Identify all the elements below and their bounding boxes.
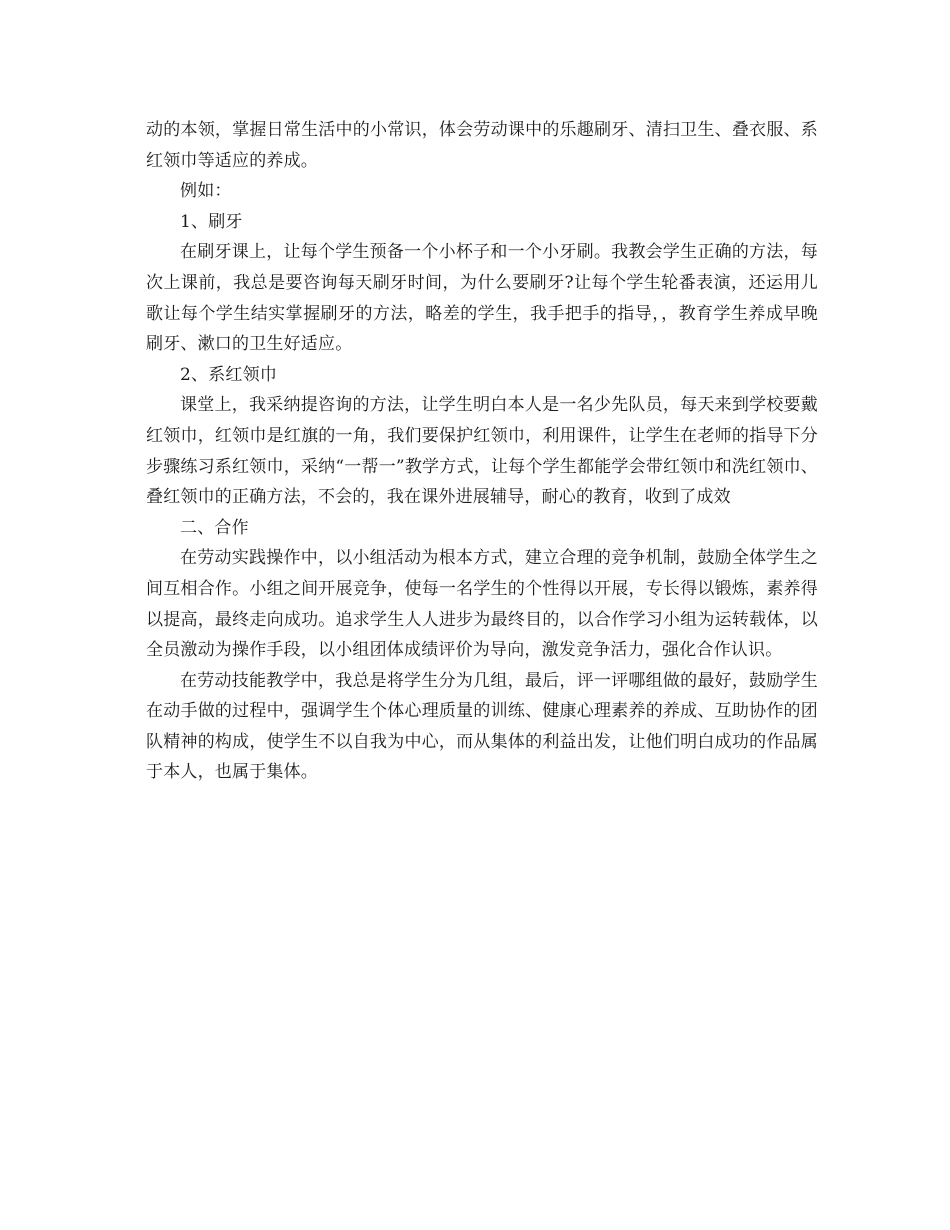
heading-red-scarf: 2、系红领巾 [180,364,278,385]
heading-cooperation: 二、合作 [180,517,249,538]
paragraph-brushing-teeth: 在刷牙课上，让每个学生预备一个小杯子和一个小牙刷。我教会学生正确的方法，每次上课前，我总是要咨询每天刷牙时间，为什么要刷牙?让每个学生轮番表演，还运用儿歌让每个学生结实掌握刷牙的方法，略差的学生，我手把手的指导，，教育学生养成早晚刷牙、漱口的卫生好适应。 [146,242,818,355]
paragraph-red-scarf: 课堂上，我采纳提咨询的方法，让学生明白本人是一名少先队员，每天来到学校要戴红领巾，红领巾是红旗的一角，我们要保护红领巾，利用课件，让学生在老师的指导下分步骤练习系红领巾，采纳“一帮一”教学方式，让每个学生都能学会带红领巾和洗红领巾、叠红领巾的正确方法，不会的，我在课外进展辅导，耐心的教育，收到了成效 [146,395,818,508]
paragraph-example-intro: 例如： [180,181,232,202]
document-body [146,115,818,788]
heading-brushing-teeth: 1、刷牙 [180,211,243,232]
paragraph-cooperation-practice: 在劳动实践操作中，以小组活动为根本方式，建立合理的竞争机制，鼓励全体学生之间互相合作。小组之间开展竞争，使每一名学生的个性得以开展，专长得以锻炼，素养得以提高，最终走向成功。追求学生人人进步为最终目的，以合作学习小组为运转载体，以全员激动为操作手段，以小组团体成绩评价为导向，激发竞争活力，强化合作认识。 [146,548,818,661]
paragraph-cooperation-teaching: 在劳动技能教学中，我总是将学生分为几组，最后，评一评哪组做的最好，鼓励学生在动手做的过程中，强调学生个体心理质量的训练、健康心理素养的养成、互助协作的团队精神的构成，使学生不以自我为中心，而从集体的利益出发，让他们明白成功的作品属于本人，也属于集体。 [146,670,818,783]
paragraph-continuation: 动的本领，掌握日常生活中的小常识，体会劳动课中的乐趣刷牙、清扫卫生、叠衣服、系红领巾等适应的养成。 [146,120,818,171]
